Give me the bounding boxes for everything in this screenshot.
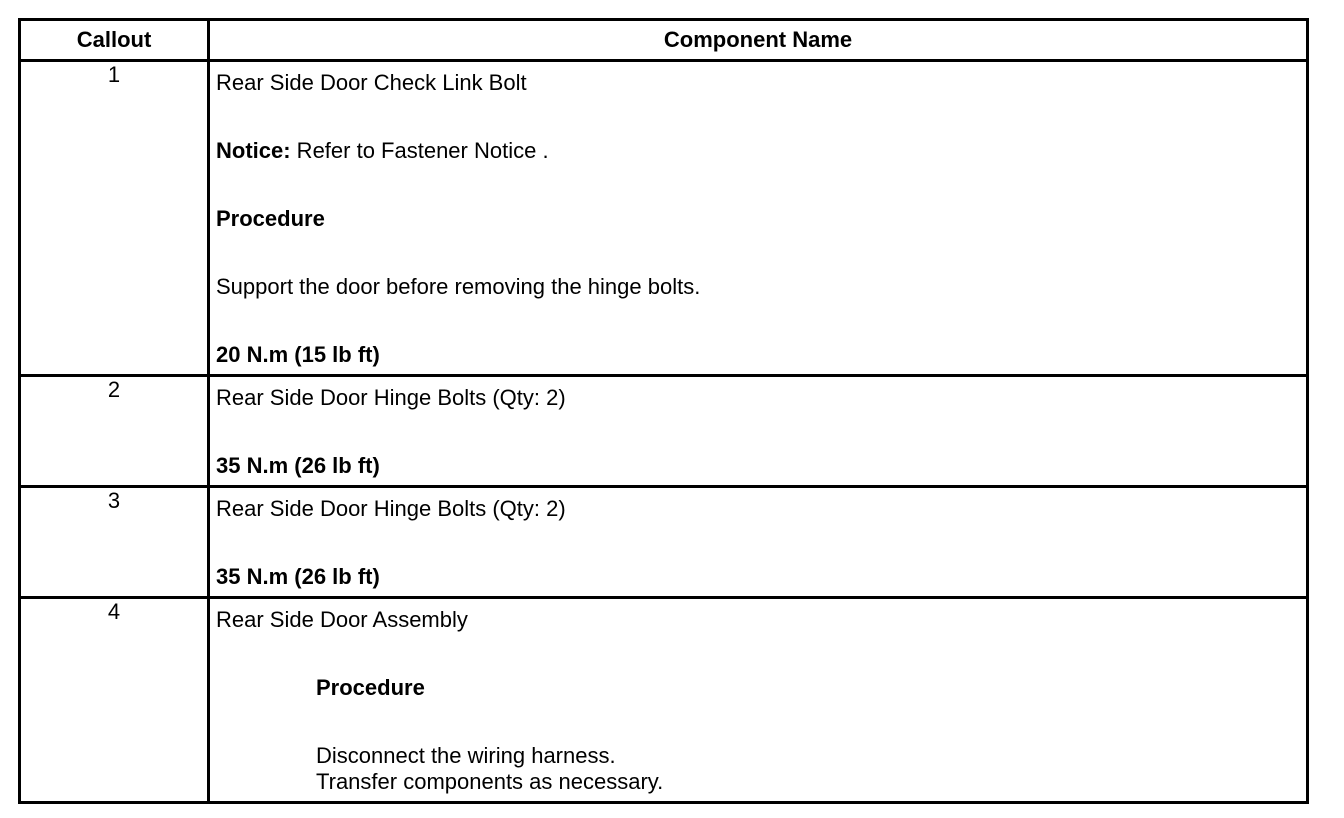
- component-cell: [209, 598, 1308, 803]
- table-header-row: [20, 20, 1308, 61]
- component-name: Rear Side Door Assembly: [216, 607, 468, 632]
- table-row: [20, 598, 1308, 803]
- callout-number: 4: [20, 598, 209, 803]
- callout-number: 2: [20, 376, 209, 487]
- notice-text: Refer to Fastener Notice .: [290, 138, 549, 163]
- header-callout: Callout: [20, 20, 209, 61]
- procedure-heading: Procedure: [316, 675, 425, 700]
- component-cell: [209, 376, 1308, 487]
- component-name: Rear Side Door Hinge Bolts (Qty: 2): [216, 496, 566, 521]
- procedure-heading: Procedure: [216, 206, 325, 231]
- notice-label: Notice:: [216, 138, 291, 163]
- torque-spec: 20 N.m (15 lb ft): [216, 342, 380, 367]
- callout-table: [18, 18, 1309, 804]
- procedure-step: Transfer components as necessary.: [316, 769, 664, 794]
- torque-spec: 35 N.m (26 lb ft): [216, 564, 380, 589]
- torque-spec: 35 N.m (26 lb ft): [216, 453, 380, 478]
- notice: [216, 138, 1300, 164]
- component-name: Rear Side Door Hinge Bolts (Qty: 2): [216, 385, 566, 410]
- table-row: [20, 61, 1308, 376]
- table-row: [20, 376, 1308, 487]
- header-component-name: Component Name: [209, 20, 1308, 61]
- table-row: [20, 487, 1308, 598]
- callout-number: 3: [20, 487, 209, 598]
- component-name: Rear Side Door Check Link Bolt: [216, 70, 527, 95]
- component-cell: [209, 487, 1308, 598]
- procedure-step: Disconnect the wiring harness.: [316, 743, 616, 768]
- procedure-step: Support the door before removing the hinge bolts.: [216, 274, 701, 299]
- component-cell: [209, 61, 1308, 376]
- callout-number: 1: [20, 61, 209, 376]
